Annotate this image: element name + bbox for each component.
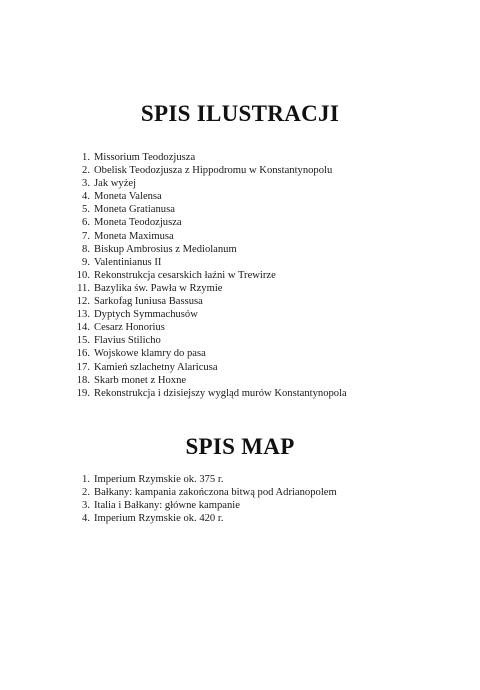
list-item (70, 374, 347, 387)
maps-heading: SPIS MAP (185, 434, 295, 459)
item-number: 7. (82, 230, 90, 242)
item-number: 2. (82, 487, 90, 499)
item-text: Rekonstrukcja cesarskich łaźni w Trewirze (94, 269, 276, 281)
illustrations-heading: SPIS ILUSTRACJI (140, 101, 340, 126)
item-text: Flavius Stilicho (94, 335, 161, 347)
illustrations-list (70, 151, 347, 400)
list-item (70, 334, 347, 347)
item-text: Missorium Teodozjusza (94, 152, 196, 163)
list-item (70, 473, 337, 486)
list-item (70, 387, 347, 400)
list-item (70, 177, 347, 190)
item-text: Sarkofag Iuniusa Bassusa (94, 296, 203, 308)
item-text: Valentinianus II (94, 256, 162, 268)
item-number: 18. (76, 374, 90, 386)
maps-list (70, 473, 337, 525)
item-number: 10. (76, 269, 90, 281)
item-text: Moneta Valensa (94, 191, 162, 203)
item-text: Bałkany: kampania zakończona bitwą pod Adrianopolem (94, 487, 337, 499)
item-number: 3. (82, 178, 90, 190)
item-text: Moneta Maximusa (94, 230, 174, 242)
item-text: Italia i Bałkany: główne kampanie (94, 500, 240, 512)
list-item (70, 347, 347, 360)
item-text: Dyptych Symmachusów (94, 309, 198, 321)
list-item (70, 164, 347, 177)
item-text: Obelisk Teodozjusza z Hippodromu w Konstantynopolu (94, 165, 333, 177)
item-number: 3. (82, 500, 90, 512)
list-item (70, 512, 337, 525)
item-text: Skarb monet z Hoxne (94, 374, 187, 386)
list-item (70, 151, 347, 164)
item-number: 15. (76, 335, 90, 347)
item-number: 4. (82, 513, 90, 525)
list-item (70, 230, 347, 243)
item-text: Wojskowe klamry do pasa (94, 348, 206, 360)
item-number: 6. (82, 217, 90, 229)
item-number: 8. (82, 243, 90, 255)
item-number: 11. (77, 282, 90, 294)
list-item (70, 282, 347, 295)
list-item (70, 308, 347, 321)
item-text: Jak wyżej (94, 178, 137, 190)
item-text: Imperium Rzymskie ok. 375 r. (94, 474, 224, 485)
list-item (70, 256, 347, 269)
item-text: Biskup Ambrosius z Mediolanum (94, 243, 237, 255)
list-item (70, 499, 337, 512)
list-item (70, 361, 347, 374)
item-text: Rekonstrukcja i dzisiejszy wygląd murów Konstantynopola (94, 387, 347, 399)
item-text: Bazylika św. Pawła w Rzymie (94, 282, 223, 294)
item-number: 16. (76, 348, 90, 360)
item-number: 5. (82, 204, 90, 216)
item-number: 1. (82, 152, 90, 163)
item-number: 13. (76, 309, 90, 321)
list-item (70, 321, 347, 334)
list-item (70, 486, 337, 499)
list-item (70, 243, 347, 256)
list-item (70, 269, 347, 282)
item-number: 12. (76, 296, 90, 308)
item-text: Imperium Rzymskie ok. 420 r. (94, 513, 224, 525)
list-item (70, 216, 347, 229)
list-item (70, 190, 347, 203)
list-item (70, 203, 347, 216)
item-text: Moneta Gratianusa (94, 204, 175, 216)
item-number: 4. (82, 191, 90, 203)
item-number: 19. (76, 387, 90, 399)
item-text: Cesarz Honorius (94, 322, 165, 334)
item-number: 17. (76, 361, 90, 373)
item-number: 2. (82, 165, 90, 177)
item-number: 9. (82, 256, 90, 268)
item-text: Moneta Teodozjusza (94, 217, 182, 229)
list-item (70, 295, 347, 308)
item-number: 14. (76, 322, 90, 334)
item-text: Kamień szlachetny Alaricusa (94, 361, 218, 373)
item-number: 1. (82, 474, 90, 485)
